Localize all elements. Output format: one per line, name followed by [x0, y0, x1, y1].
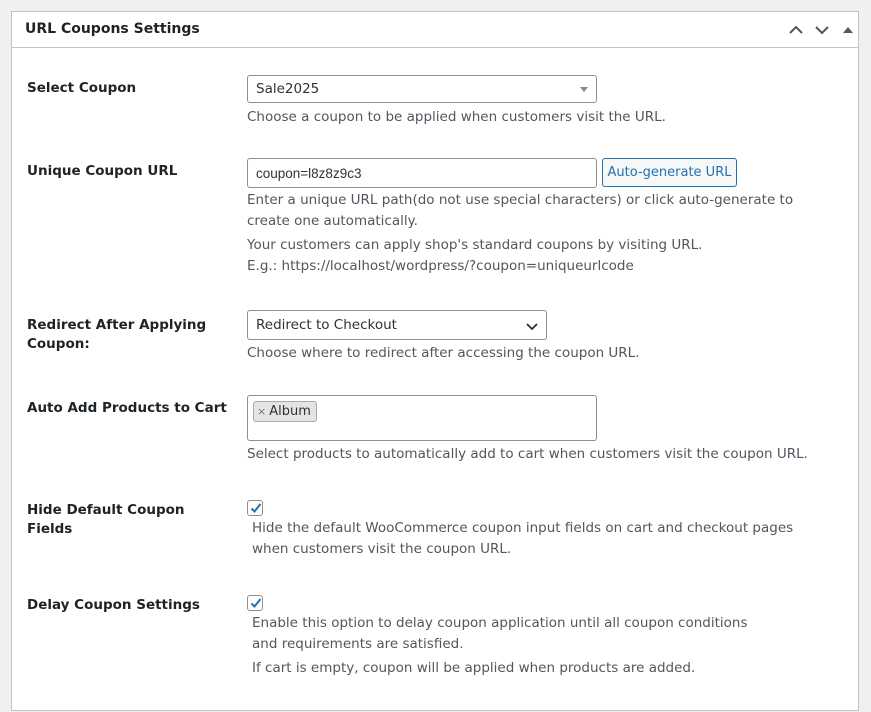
- product-chip-label: Album: [269, 404, 311, 419]
- hide-fields-description: Hide the default WooCommerce coupon input fields on cart and checkout pages when customers visit the coupon URL.: [252, 520, 794, 557]
- redirect-label-line2: Coupon:: [27, 336, 90, 352]
- panel-title: URL Coupons Settings: [25, 21, 200, 37]
- select-coupon-label: Select Coupon: [27, 80, 137, 96]
- redirect-label-line1: Redirect After Applying: [27, 317, 207, 333]
- unique-url-label: Unique Coupon URL: [27, 163, 178, 179]
- redirect-select-value: Redirect to Checkout: [256, 317, 397, 333]
- redirect-description: Choose where to redirect after accessing the coupon URL.: [247, 345, 640, 361]
- panel-header: [12, 12, 858, 48]
- auto-add-description: Select products to automatically add to cart when customers visit the coupon URL.: [247, 446, 808, 462]
- product-chip: [253, 401, 317, 422]
- delay-label: Delay Coupon Settings: [27, 597, 200, 613]
- coupon-select[interactable]: [247, 75, 597, 103]
- delay-checkbox[interactable]: [247, 595, 263, 611]
- coupon-select-value: Sale2025: [256, 81, 320, 97]
- move-down-icon[interactable]: [812, 20, 832, 40]
- unique-url-description: Enter a unique URL path(do not use special characters) or click auto-generate to create one automatically.: [247, 192, 794, 229]
- url-coupons-panel: [11, 11, 859, 711]
- move-up-icon[interactable]: [786, 20, 806, 40]
- select-coupon-description: Choose a coupon to be applied when customers visit the URL.: [247, 109, 666, 125]
- checkmark-icon: [248, 500, 264, 516]
- checkmark-icon: [248, 595, 264, 611]
- redirect-select[interactable]: [247, 310, 547, 340]
- remove-chip-icon[interactable]: ×: [257, 405, 267, 418]
- unique-url-input[interactable]: [247, 158, 597, 188]
- products-multiselect[interactable]: [247, 395, 597, 441]
- hide-fields-label: Hide Default Coupon Fields: [27, 502, 185, 537]
- unique-url-example: Your customers can apply shop's standard coupons by visiting URL. E.g.: https://localhost/wordpress/?coupon=uniqueurlcode: [247, 237, 703, 274]
- delay-description: Enable this option to delay coupon application until all coupon conditions and requirements are satisfied.: [252, 615, 748, 652]
- hide-fields-checkbox[interactable]: [247, 500, 263, 516]
- auto-add-label: Auto Add Products to Cart: [27, 400, 227, 416]
- delay-empty-cart-note: If cart is empty, coupon will be applied when products are added.: [252, 660, 696, 676]
- chevron-down-icon: [526, 319, 538, 335]
- auto-generate-url-button[interactable]: Auto-generate URL: [602, 158, 737, 187]
- toggle-panel-icon[interactable]: [838, 20, 858, 40]
- redirect-label: [27, 316, 227, 354]
- caret-down-icon: [580, 87, 588, 92]
